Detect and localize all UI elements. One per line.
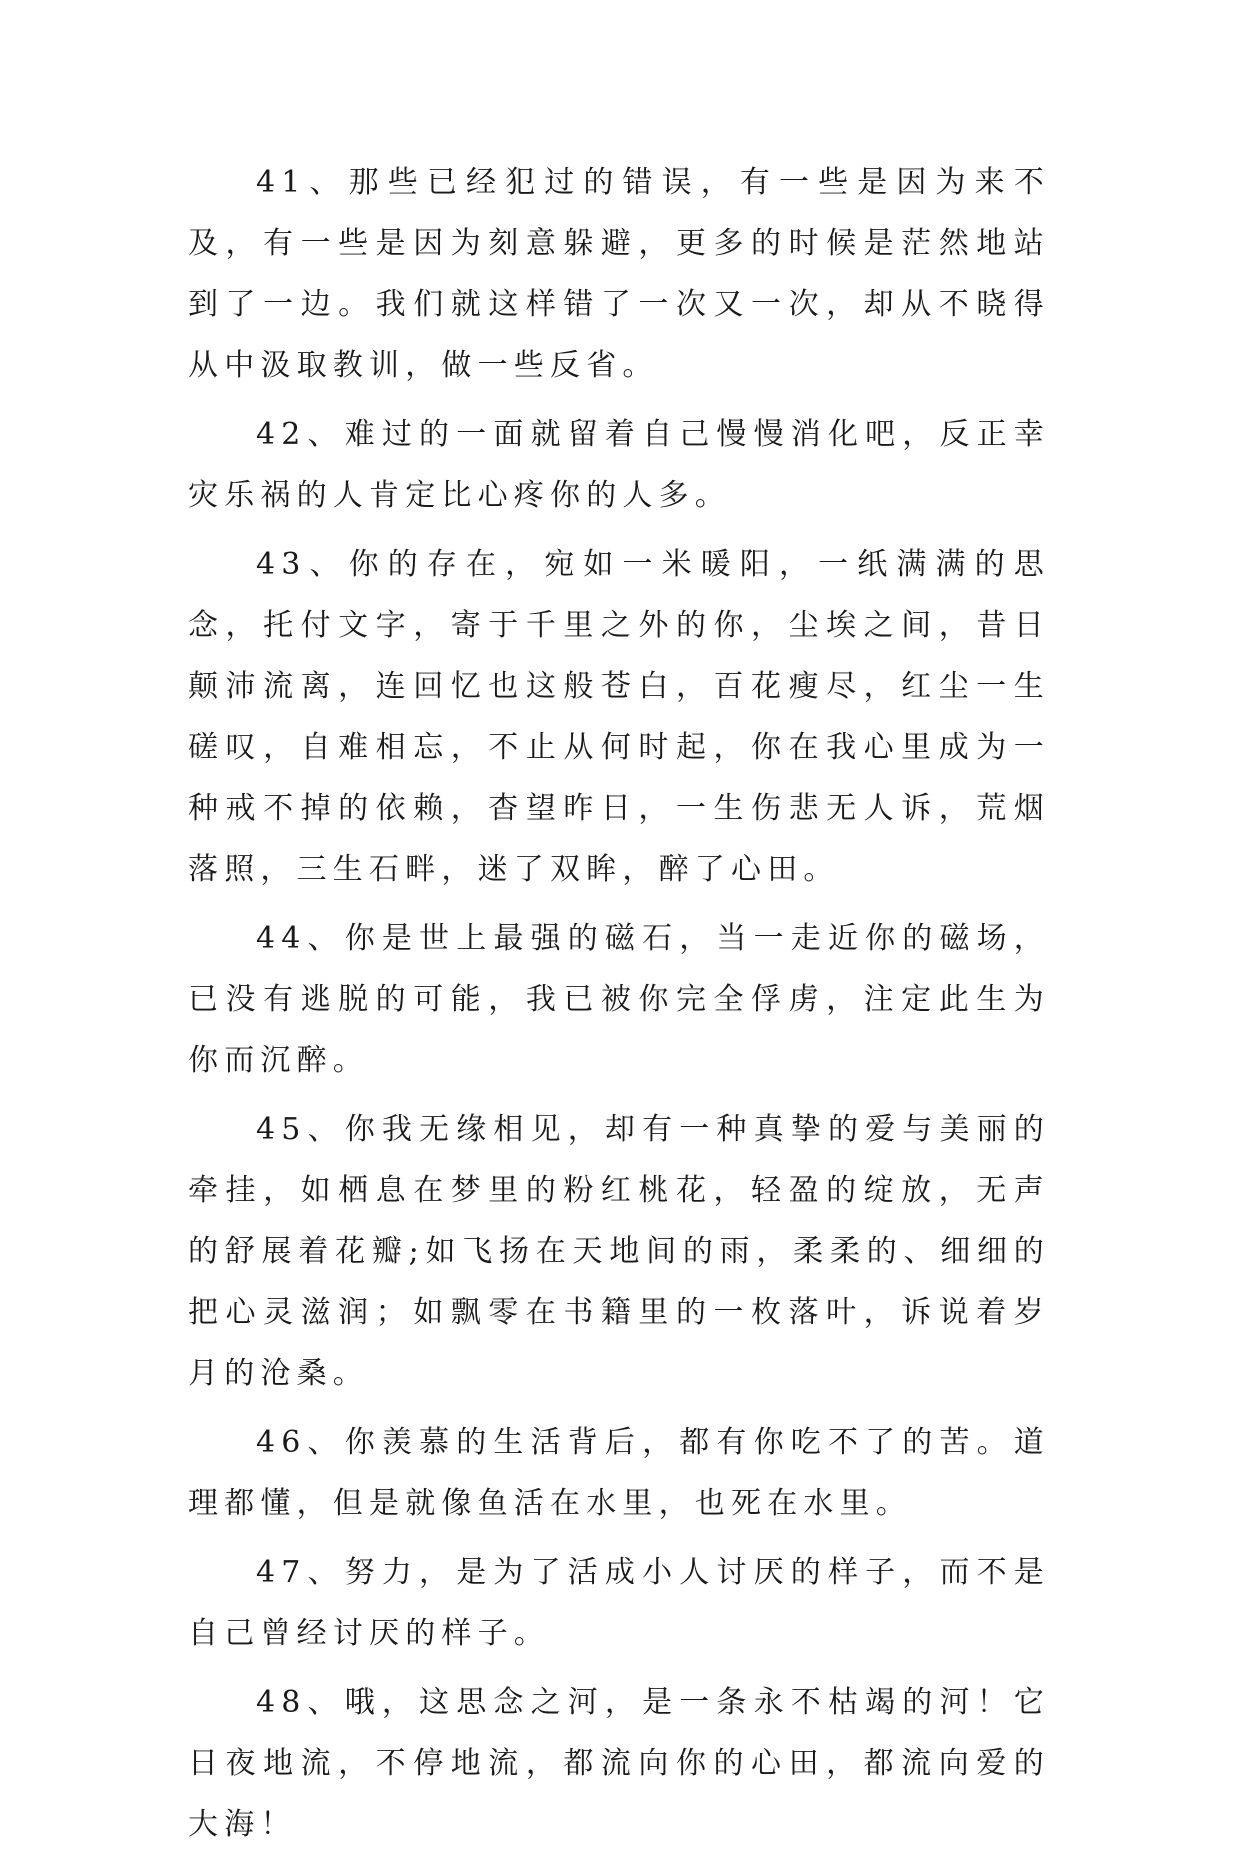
paragraph-45: 45、你我无缘相见，却有一种真挚的爱与美丽的牵挂，如栖息在梦里的粉红桃花，轻盈的绽放，无声的舒展着花瓣;如飞扬在天地间的雨，柔柔的、细细的把心灵滋润；如飘零在书籍里的一枚落叶，诉说着岁月的沧桑。 [188,1112,1050,1391]
paragraph-41: 41、那些已经犯过的错误，有一些是因为来不及，有一些是因为刻意躲避，更多的时候是茫然地站到了一边。我们就这样错了一次又一次，却从不晓得从中汲取教训，做一些反省。 [188,165,1050,383]
document-body [188,152,1050,1863]
paragraph-46: 46、你羡慕的生活背后，都有你吃不了的苦。道理都懂，但是就像鱼活在水里，也死在水里。 [188,1425,1050,1521]
paragraph-44: 44、你是世上最强的磁石，当一走近你的磁场，已没有逃脱的可能，我已被你完全俘虏，注定此生为你而沉醉。 [188,921,1050,1078]
paragraph-43: 43、你的存在，宛如一米暖阳，一纸满满的思念，托付文字，寄于千里之外的你，尘埃之间，昔日颠沛流离，连回忆也这般苍白，百花瘦尽，红尘一生磋叹，自难相忘，不止从何时起，你在我心里成为一种戒不掉的依赖，杳望昨日，一生伤悲无人诉，荒烟落照，三生石畔，迷了双眸，醉了心田。 [188,547,1050,887]
paragraph-48: 48、哦，这思念之河，是一条永不枯竭的河！它日夜地流，不停地流，都流向你的心田，都流向爱的大海！ [188,1685,1050,1842]
paragraph-42: 42、难过的一面就留着自己慢慢消化吧，反正幸灾乐祸的人肯定比心疼你的人多。 [188,417,1050,513]
paragraph-47: 47、努力，是为了活成小人讨厌的样子，而不是自己曾经讨厌的样子。 [188,1555,1050,1651]
